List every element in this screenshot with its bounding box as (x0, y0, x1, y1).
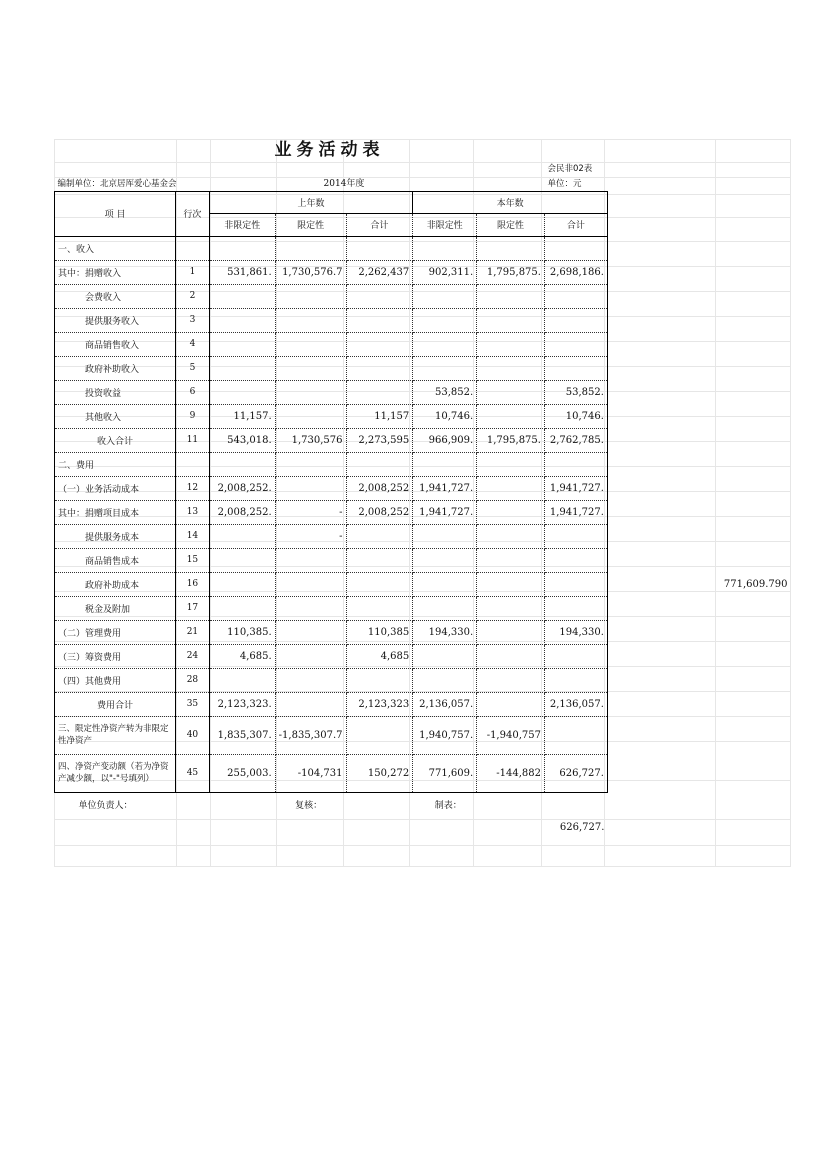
activity-report-table (54, 139, 791, 837)
cell-cu (413, 524, 477, 548)
cell-pt (346, 308, 413, 332)
row-label: 二、费用 (55, 452, 176, 476)
cell-pu (209, 572, 275, 596)
row-label: 税金及附加 (55, 596, 176, 620)
cell-pu (209, 236, 275, 260)
cell-cr: 1,795,875. (477, 428, 545, 452)
header-item: 项 目 (55, 191, 176, 236)
header-curr-unrestricted: 非限定性 (413, 213, 477, 236)
row-line-number: 6 (176, 380, 210, 404)
cell-cu: 902,311. (413, 260, 477, 284)
cell-pt (346, 524, 413, 548)
cell-ct (544, 284, 607, 308)
cell-ct: 10,746. (544, 404, 607, 428)
table-row (55, 452, 791, 476)
cell-pr (275, 356, 346, 380)
cell-pu: 4,685. (209, 644, 275, 668)
cell-pr (275, 620, 346, 644)
cell-pt (346, 284, 413, 308)
cell-pr: - (275, 524, 346, 548)
table-row (55, 476, 791, 500)
cell-pu: 2,008,252. (209, 500, 275, 524)
cell-cu: 194,330. (413, 620, 477, 644)
cell-pu (209, 332, 275, 356)
cell-pr (275, 308, 346, 332)
row-line-number: 35 (176, 692, 210, 716)
row-label: 投资收益 (55, 380, 176, 404)
cell-pu: 543,018. (209, 428, 275, 452)
row-line-number: 2 (176, 284, 210, 308)
cell-pt (346, 668, 413, 692)
row-label: 一、收入 (55, 236, 176, 260)
table-row (55, 404, 791, 428)
cell-pr: -1,835,307.7 (275, 716, 346, 754)
row-line-number: 21 (176, 620, 210, 644)
row-line-number: 3 (176, 308, 210, 332)
row-label: （一）业务活动成本 (55, 476, 176, 500)
row-line-number: 11 (176, 428, 210, 452)
currency-unit: 单位：元 (547, 178, 582, 189)
cell-cu (413, 452, 477, 476)
cell-pt (346, 572, 413, 596)
table-row (55, 572, 791, 596)
cell-pt (346, 380, 413, 404)
cell-pt: 2,262,437 (346, 260, 413, 284)
row-label: 收入合计 (55, 428, 176, 452)
cell-pt: 110,385 (346, 620, 413, 644)
cell-pr (275, 236, 346, 260)
cell-cu (413, 548, 477, 572)
cell-pt: 11,157 (346, 404, 413, 428)
cell-pt (346, 716, 413, 754)
cell-cu (413, 356, 477, 380)
row-label: 政府补助收入 (55, 356, 176, 380)
cell-pu: 110,385. (209, 620, 275, 644)
cell-pu (209, 356, 275, 380)
row-line-number: 4 (176, 332, 210, 356)
cell-pr (275, 332, 346, 356)
row-line-number (176, 452, 210, 476)
row-label: （二）管理费用 (55, 620, 176, 644)
row-line-number: 9 (176, 404, 210, 428)
footer-reviewer: 复核： (295, 801, 323, 812)
row-line-number: 14 (176, 524, 210, 548)
cell-cu (413, 308, 477, 332)
cell-cu: 1,941,727. (413, 476, 477, 500)
cell-cr (477, 644, 545, 668)
cell-pt (346, 452, 413, 476)
cell-pt (346, 236, 413, 260)
cell-ct: 1,941,727. (544, 500, 607, 524)
header-prev-unrestricted: 非限定性 (209, 213, 275, 236)
cell-pu: 255,003. (209, 754, 275, 792)
row-label: 会费收入 (55, 284, 176, 308)
cell-pr: 1,730,576 (275, 428, 346, 452)
header-prev-year: 上年数 (209, 191, 412, 213)
table-row (55, 548, 791, 572)
row-label: （四）其他费用 (55, 668, 176, 692)
cell-cu (413, 236, 477, 260)
cell-pr: - (275, 500, 346, 524)
table-row (55, 644, 791, 668)
cell-ct: 626,727. (544, 754, 607, 792)
cell-cr (477, 332, 545, 356)
cell-pr (275, 476, 346, 500)
cell-cu: 53,852. (413, 380, 477, 404)
row-line-number: 24 (176, 644, 210, 668)
cell-pu: 2,008,252. (209, 476, 275, 500)
cell-pu (209, 452, 275, 476)
cell-pr (275, 404, 346, 428)
cell-cu: 1,941,727. (413, 500, 477, 524)
header-curr-total: 合计 (544, 213, 607, 236)
cell-pt: 2,008,252 (346, 500, 413, 524)
row-line-number: 12 (176, 476, 210, 500)
cell-ct (544, 524, 607, 548)
row-label: 其中：捐赠收入 (55, 260, 176, 284)
table-row (55, 308, 791, 332)
cell-pu (209, 284, 275, 308)
row-label: 其中：捐赠项目成本 (55, 500, 176, 524)
cell-pr (275, 548, 346, 572)
row-label: 商品销售收入 (55, 332, 176, 356)
table-row (55, 332, 791, 356)
cell-pt (346, 548, 413, 572)
cell-cr (477, 452, 545, 476)
table-row (55, 428, 791, 452)
table-row (55, 754, 791, 792)
cell-cr (477, 668, 545, 692)
cell-pu (209, 308, 275, 332)
cell-cr (477, 308, 545, 332)
cell-cr: 1,795,875. (477, 260, 545, 284)
cell-pu (209, 596, 275, 620)
row-line-number: 15 (176, 548, 210, 572)
cell-ct (544, 356, 607, 380)
report-year: 2014年度 (323, 179, 365, 190)
cell-cr (477, 404, 545, 428)
cell-ct (544, 332, 607, 356)
cell-cu: 2,136,057. (413, 692, 477, 716)
header-prev-total: 合计 (346, 213, 413, 236)
cell-cr (477, 548, 545, 572)
cell-ct: 194,330. (544, 620, 607, 644)
cell-ct (544, 644, 607, 668)
row-line-number: 40 (176, 716, 210, 754)
cell-cu (413, 644, 477, 668)
cell-ct (544, 548, 607, 572)
cell-pu: 11,157. (209, 404, 275, 428)
table-row (55, 620, 791, 644)
cell-ct: 2,136,057. (544, 692, 607, 716)
cell-pr (275, 380, 346, 404)
cell-pt: 4,685 (346, 644, 413, 668)
row-line-number: 28 (176, 668, 210, 692)
cell-cr (477, 356, 545, 380)
cell-pu (209, 668, 275, 692)
cell-cu (413, 572, 477, 596)
cell-cu (413, 596, 477, 620)
row-label: （三）筹资费用 (55, 644, 176, 668)
cell-ct: 2,762,785. (544, 428, 607, 452)
cell-ct: 1,941,727. (544, 476, 607, 500)
cell-pr (275, 644, 346, 668)
row-line-number: 17 (176, 596, 210, 620)
cell-pt (346, 332, 413, 356)
cell-pr (275, 668, 346, 692)
cell-ct: 53,852. (544, 380, 607, 404)
cell-pt (346, 596, 413, 620)
cell-cu: 771,609. (413, 754, 477, 792)
cell-cu: 1,940,757. (413, 716, 477, 754)
row-label: 三、限定性净资产转为非限定性净资产 (55, 716, 176, 754)
cell-cu (413, 284, 477, 308)
table-row (55, 380, 791, 404)
cell-cr (477, 236, 545, 260)
cell-cr (477, 572, 545, 596)
cell-pu: 531,861. (209, 260, 275, 284)
table-row (55, 260, 791, 284)
row-label: 费用合计 (55, 692, 176, 716)
side-value: 771,609.790 (723, 578, 788, 590)
cell-ct (544, 668, 607, 692)
cell-cr (477, 620, 545, 644)
cell-pt (346, 356, 413, 380)
row-line-number (176, 236, 210, 260)
row-line-number: 16 (176, 572, 210, 596)
cell-pu (209, 380, 275, 404)
cell-cu (413, 332, 477, 356)
table-row (55, 692, 791, 716)
row-line-number: 1 (176, 260, 210, 284)
cell-ct (544, 572, 607, 596)
cell-pt: 2,008,252 (346, 476, 413, 500)
header-curr-year: 本年数 (413, 191, 608, 213)
footer-responsible: 单位负责人： (78, 801, 133, 812)
compiling-unit: 编制单位：北京居厍爱心基金会 (57, 178, 177, 189)
cell-pr (275, 596, 346, 620)
header-line: 行次 (176, 191, 210, 236)
cell-pu (209, 548, 275, 572)
cell-cu: 966,909. (413, 428, 477, 452)
table-row (55, 500, 791, 524)
cell-cr (477, 284, 545, 308)
report-title: 业务活动表 (274, 140, 385, 160)
cell-pu: 2,123,323. (209, 692, 275, 716)
table-row (55, 356, 791, 380)
cell-cr (477, 596, 545, 620)
cell-cu: 10,746. (413, 404, 477, 428)
table-row (55, 236, 791, 260)
row-label: 提供服务成本 (55, 524, 176, 548)
row-label: 其他收入 (55, 404, 176, 428)
cell-pu: 1,835,307. (209, 716, 275, 754)
cell-pt: 2,123,323 (346, 692, 413, 716)
header-prev-restricted: 限定性 (275, 213, 346, 236)
header-curr-restricted: 限定性 (477, 213, 545, 236)
cell-cr: -144,882 (477, 754, 545, 792)
row-label: 四、净资产变动额（若为净资产减少额，以"-"号填列） (55, 754, 176, 792)
form-code: 会民非02表 (547, 164, 593, 174)
cell-ct (544, 236, 607, 260)
cell-pr: 1,730,576.7 (275, 260, 346, 284)
cell-pt: 150,272 (346, 754, 413, 792)
cell-pr (275, 692, 346, 716)
cell-pr (275, 572, 346, 596)
table-row (55, 524, 791, 548)
cell-pr: -104,731 (275, 754, 346, 792)
cell-cr (477, 380, 545, 404)
cell-ct (544, 716, 607, 754)
cell-pu (209, 524, 275, 548)
cell-cr (477, 692, 545, 716)
cell-cr (477, 476, 545, 500)
cell-ct (544, 596, 607, 620)
footer-preparer: 制表： (434, 801, 462, 812)
cell-ct (544, 308, 607, 332)
cell-pr (275, 452, 346, 476)
row-line-number: 45 (176, 754, 210, 792)
cell-ct (544, 452, 607, 476)
cell-cr (477, 524, 545, 548)
table-row (55, 596, 791, 620)
cell-cr: -1,940,757 (477, 716, 545, 754)
table-row (55, 668, 791, 692)
cell-ct: 2,698,186. (544, 260, 607, 284)
row-label: 政府补助成本 (55, 572, 176, 596)
row-label: 商品销售成本 (55, 548, 176, 572)
table-row (55, 716, 791, 754)
table-row (55, 284, 791, 308)
cell-pt: 2,273,595 (346, 428, 413, 452)
row-line-number: 13 (176, 500, 210, 524)
cell-cu (413, 668, 477, 692)
row-label: 提供服务收入 (55, 308, 176, 332)
cell-cr (477, 500, 545, 524)
row-line-number: 5 (176, 356, 210, 380)
footer-bottom-value: 626,727. (559, 821, 605, 833)
cell-pr (275, 284, 346, 308)
